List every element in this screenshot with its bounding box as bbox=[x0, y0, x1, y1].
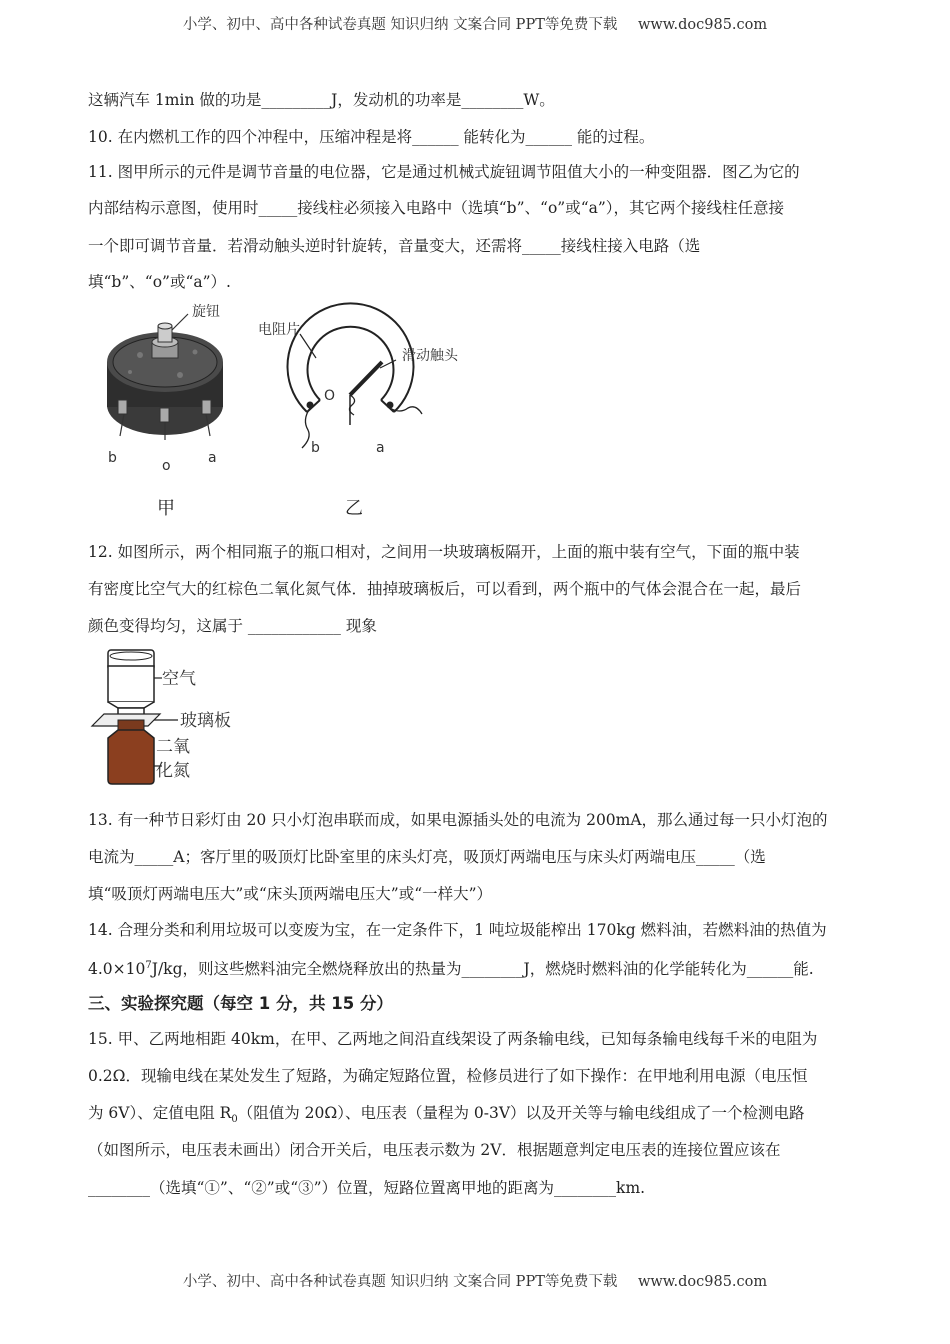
header-site[interactable]: www.doc985.com bbox=[637, 17, 768, 33]
label-center-o: O bbox=[324, 388, 336, 404]
section-3-title: 三、实验探究题（每空 1 分，共 15 分） bbox=[88, 994, 393, 1013]
q12-line3: 颜色变得均匀，这属于 ____________ 现象 bbox=[88, 617, 377, 635]
q14-line2 bbox=[88, 956, 814, 979]
label-pin-o-left: o bbox=[162, 458, 171, 474]
q11-line4: 填“b”、“o”或“a”）. bbox=[88, 273, 231, 291]
label-knob: 旋钮 bbox=[192, 304, 220, 320]
q11-line1: 11. 图甲所示的元件是调节音量的电位器，它是通过机械式旋钮调节阻值大小的一种变阻器．图乙为它的 bbox=[88, 163, 800, 181]
label-pin-b-right: b bbox=[311, 440, 320, 456]
footer-site[interactable]: www.doc985.com bbox=[637, 1274, 768, 1290]
caption-jia: 甲 bbox=[157, 498, 175, 519]
header-text: 小学、初中、高中各种试卷真题 知识归纳 文案合同 PPT等免费下载 bbox=[182, 17, 618, 33]
q15-line3-pre: 为 6V）、定值电阻 R bbox=[88, 1104, 232, 1122]
potentiometer-diagram bbox=[288, 303, 423, 448]
q15-line2: 0.2Ω．现输电线在某处发生了短路，为确定短路位置，检修员进行了如下操作：在甲地利用电源（电压恒 bbox=[88, 1067, 808, 1085]
q9-line1: 这辆汽车 1min 做的功是_________J，发动机的功率是________W。 bbox=[88, 91, 555, 109]
label-pin-b-left: b bbox=[108, 450, 117, 466]
label-no2-2: 化氮 bbox=[156, 761, 190, 781]
q15-line4: （如图所示，电压表未画出）闭合开关后，电压表示数为 2V．根据题意判定电压表的连接位置应该在 bbox=[88, 1141, 781, 1159]
q15-line3-post: （阻值为 20Ω）、电压表（量程为 0-3V）以及开关等与输电线组成了一个检测电路 bbox=[237, 1104, 805, 1122]
page-header bbox=[0, 13, 950, 34]
q15-line3-sub: 0 bbox=[231, 1114, 238, 1126]
label-resistor: 电阻片 bbox=[258, 322, 300, 338]
potentiometer-photo bbox=[107, 314, 223, 440]
q15-line3 bbox=[88, 1103, 805, 1130]
q15-line5: ________（选填“①”、“②”或“③”）位置，短路位置离甲地的距离为________km. bbox=[88, 1179, 646, 1197]
q11-line2: 内部结构示意图，使用时_____接线柱必须接入电路中（选填“b”、“o”或“a”），其它两个接线柱任意接 bbox=[88, 199, 785, 217]
q10-line1: 10. 在内燃机工作的四个冲程中，压缩冲程是将______ 能转化为______ 能的过程。 bbox=[88, 128, 655, 146]
q14-line1: 14. 合理分类和利用垃圾可以变废为宝，在一定条件下，1 吨垃圾能榨出 170kg 燃料油，若燃料油的热值为 bbox=[88, 921, 827, 939]
q15-line1: 15. 甲、乙两地相距 40km，在甲、乙两地之间沿直线架设了两条输电线，已知每条输电线每千米的电阻为 bbox=[88, 1030, 818, 1048]
label-pin-a-left: a bbox=[208, 450, 217, 466]
q14-line2-sup: 7 bbox=[145, 960, 152, 971]
figure-bottles bbox=[88, 648, 248, 788]
label-glass: 玻璃板 bbox=[180, 711, 231, 731]
label-slider: 滑动触头 bbox=[402, 348, 458, 364]
q13-line1: 13. 有一种节日彩灯由 20 只小灯泡串联而成，如果电源插头处的电流为 200mA，那么通过每一只小灯泡的 bbox=[88, 811, 828, 829]
q12-line2: 有密度比空气大的红棕色二氧化氮气体．抽掉玻璃板后，可以看到，两个瓶中的气体会混合在一起，最后 bbox=[88, 580, 802, 598]
q14-line2-pre: 4.0×10 bbox=[88, 960, 146, 979]
footer-text: 小学、初中、高中各种试卷真题 知识归纳 文案合同 PPT等免费下载 bbox=[182, 1274, 618, 1290]
page-footer bbox=[0, 1270, 950, 1291]
q11-line3: 一个即可调节音量．若滑动触头逆时针旋转，音量变大，还需将_____接线柱接入电路（选 bbox=[88, 237, 701, 255]
label-no2-1: 二氧 bbox=[156, 737, 190, 757]
q14-line2-post: J/kg，则这些燃料油完全燃烧释放出的热量为________J，燃烧时燃料油的化学能转化为______能. bbox=[151, 960, 814, 979]
label-air: 空气 bbox=[162, 669, 196, 689]
q13-line2: 电流为_____A；客厅里的吸顶灯比卧室里的床头灯亮，吸顶灯两端电压与床头灯两端电压_____（选 bbox=[88, 848, 766, 866]
label-pin-a-right: a bbox=[376, 440, 385, 456]
caption-yi: 乙 bbox=[345, 498, 363, 519]
figure-potentiometer bbox=[100, 300, 520, 480]
q12-line1: 12. 如图所示，两个相同瓶子的瓶口相对，之间用一块玻璃板隔开，上面的瓶中装有空气，下面的瓶中装 bbox=[88, 543, 800, 561]
q13-line3: 填“吸顶灯两端电压大”或“床头顶两端电压大”或“一样大”） bbox=[88, 885, 493, 903]
